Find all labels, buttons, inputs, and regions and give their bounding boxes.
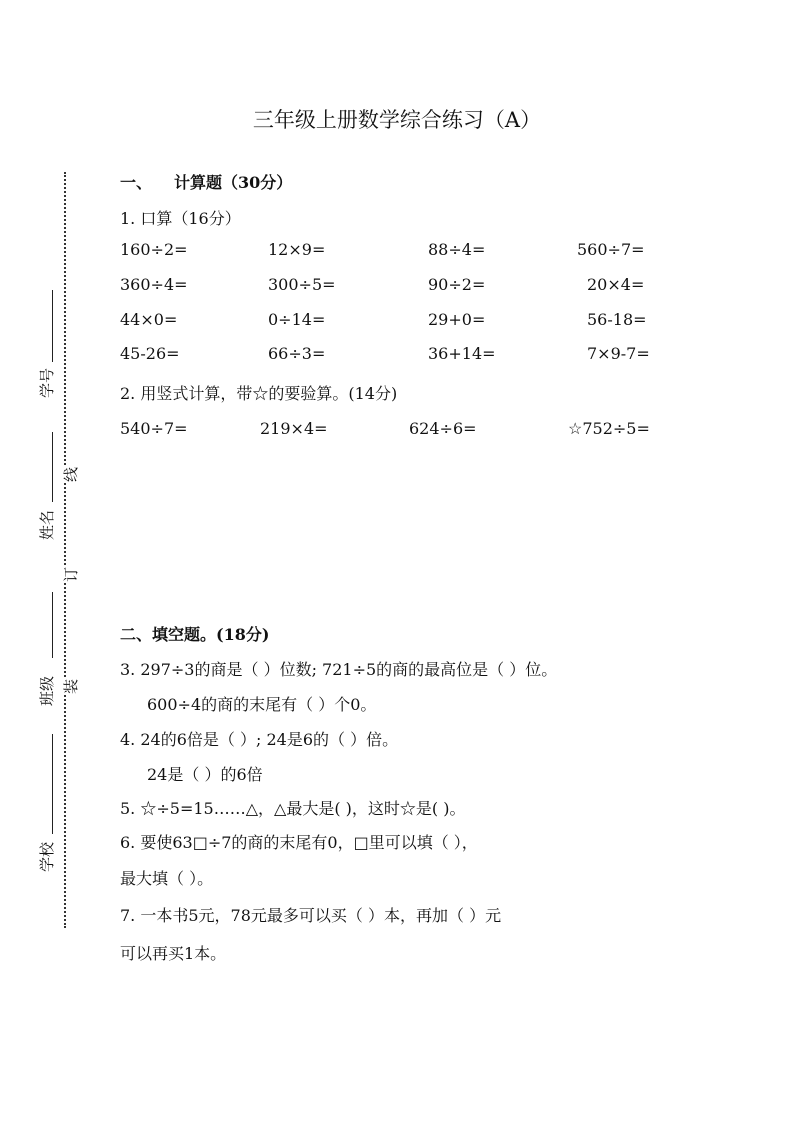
q2-label: 2. 用竖式计算，带☆的要验算。(14分) [120,384,398,403]
q5-line: 5. ☆÷5=15……△，△最大是( )，这时☆是( )。 [120,799,466,818]
q7-line: 7. 一本书5元，78元最多可以买（ ）本，再加（ ）元 [120,906,502,925]
q7-line-cont: 可以再买1本。 [120,944,227,963]
q4-line-cont: 24是（ ）的6倍 [147,765,263,784]
page-title: 三年级上册数学综合练习（A） [252,108,542,132]
q2-item: 540÷7= [120,419,188,438]
q1-item: 90÷2= [428,275,486,294]
student-number-blank[interactable] [52,290,53,362]
q6-line-cont: 最大填（ ）。 [120,869,214,888]
q1-item: 12×9= [268,240,326,259]
q1-item: 56-18= [587,310,647,329]
section1-title: 计算题（30分） [174,173,293,192]
section2-heading: 二、填空题。(18分) [120,625,270,644]
q1-item: 7×9-7= [587,344,650,363]
school-blank[interactable] [52,734,53,834]
q2-item: 219×4= [260,419,328,438]
q1-item: 88÷4= [428,240,486,259]
q2-item: ☆752÷5= [568,419,650,438]
q2-item: 624÷6= [409,419,477,438]
student-name-label: 姓名 [38,509,56,540]
school-label: 学校 [38,841,56,872]
q6-line: 6. 要使63□÷7的商的末尾有0，□里可以填（ ）， [120,833,478,852]
q1-item: 36+14= [428,344,496,363]
student-number-label: 学号 [38,367,56,398]
q1-item: 66÷3= [268,344,326,363]
binding-dotted-line [64,172,66,928]
binding-mark-bind: 订 [58,567,83,582]
q1-item: 20×4= [587,275,645,294]
class-label: 班级 [38,675,56,706]
binding-mark-pack: 装 [58,679,83,694]
section1-heading [120,170,292,193]
q1-item: 0÷14= [268,310,326,329]
q1-item: 160÷2= [120,240,188,259]
calculation-workspace[interactable] [120,450,720,610]
student-name-blank[interactable] [52,432,53,502]
q3-line: 3. 297÷3的商是（ ）位数; 721÷5的商的最高位是（ ）位。 [120,660,558,679]
q4-line: 4. 24的6倍是（ ）; 24是6的（ ）倍。 [120,730,399,749]
q1-label: 1. 口算（16分） [120,209,241,228]
q1-item: 29+0= [428,310,486,329]
binding-mark-line: 线 [58,467,83,482]
class-blank[interactable] [52,592,53,658]
q1-item: 44×0= [120,310,178,329]
q1-item: 45-26= [120,344,180,363]
q1-item: 560÷7= [577,240,645,259]
section1-number: 一、 [120,173,153,192]
q1-item: 360÷4= [120,275,188,294]
q1-item: 300÷5= [268,275,336,294]
q3-line-cont: 600÷4的商的末尾有（ ）个0。 [147,695,377,714]
